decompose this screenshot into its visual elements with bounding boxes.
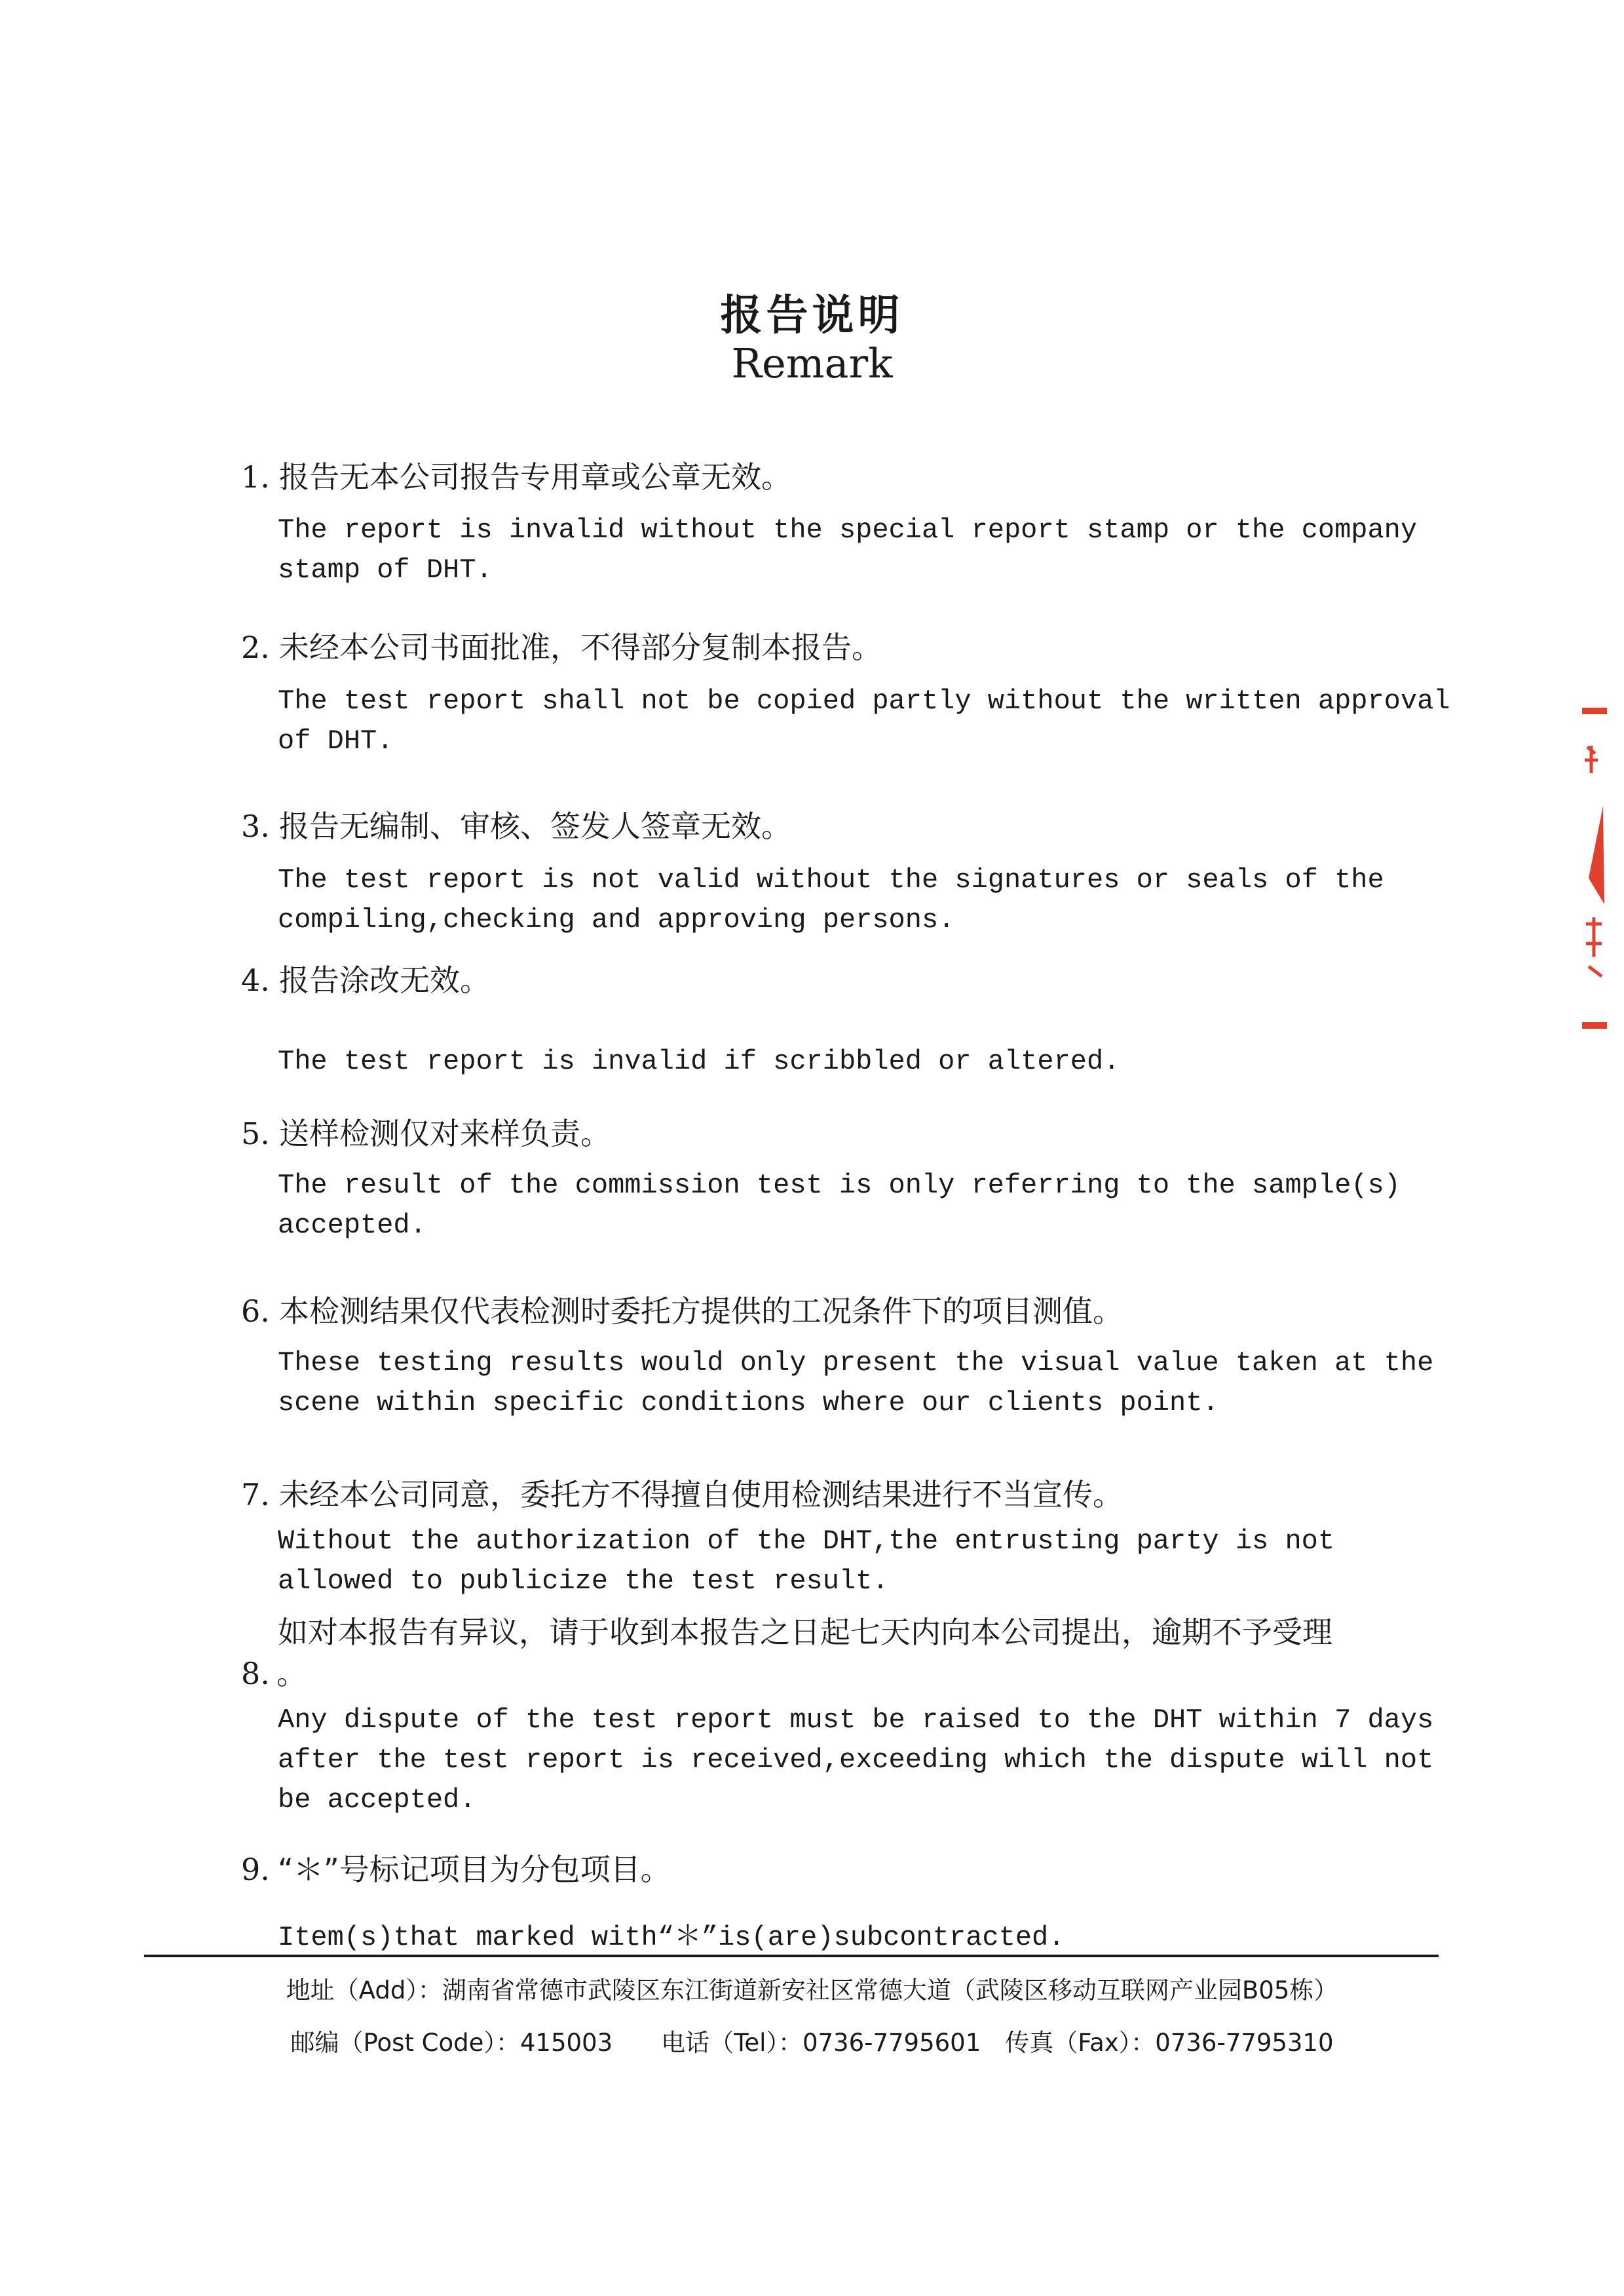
footer-contact: 邮编（Post Code）：415003 电话（Tel）：0736-7795601 传真（Fax）：0736-7795310 [290,2029,1334,2057]
item-7-cn: 未经本公司同意，委托方不得擅自使用检测结果进行不当宣传。 [279,1477,1123,1512]
item-3-en-line-2: compiling,checking and approving persons. [278,904,955,936]
item-3-en-line-1: The test report is not valid without the signatures or seals of the [278,864,1384,896]
item-2-en-line-2: of DHT. [278,725,394,757]
item-5-en-line-2: accepted. [278,1210,426,1241]
item-5-en-line-1: The result of the commission test is only referring to the sample(s) [278,1170,1401,1201]
item-2-en-line-1: The test report shall not be copied partly without the written approval [278,685,1450,717]
footer-divider [144,1955,1439,1957]
item-2-cn: 未经本公司书面批准，不得部分复制本报告。 [279,630,882,665]
item-8-en-line-1: Any dispute of the test report must be raised to the DHT within 7 days [278,1704,1434,1736]
item-8-cn: 如对本报告有异议，请于收到本报告之日起七天内向本公司提出，逾期不予受理 [278,1615,1332,1650]
item-9-number: 9. [241,1852,270,1887]
page-title-en: Remark [731,339,893,387]
item-8-cn-continuation: 。 [276,1656,307,1691]
item-1-en-line-2: stamp of DHT. [278,554,493,586]
item-4-cn: 报告涂改无效。 [279,963,490,998]
item-6-en-line-2: scene within specific conditions where our clients point. [278,1387,1219,1419]
item-8-number: 8. [241,1656,270,1691]
item-9-en-line-1: Item(s)that marked with“＊”is(are)subcontracted. [278,1922,1065,1953]
item-8-en-line-3: be accepted. [278,1784,476,1816]
item-1-number: 1. [241,459,270,495]
item-6-number: 6. [241,1293,270,1329]
item-4-number: 4. [241,963,270,998]
item-4-en-line-1: The test report is invalid if scribbled or altered. [278,1046,1120,1077]
item-3-cn: 报告无编制、审核、签发人签章无效。 [279,809,791,844]
item-2-number: 2. [241,630,270,665]
item-7-en-line-1: Without the authorization of the DHT,the entrusting party is not [278,1525,1335,1557]
page-title-cn: 报告说明 [720,292,904,340]
item-6-en-line-1: These testing results would only present the visual value taken at the [278,1347,1434,1379]
footer-address: 地址（Add）：湖南省常德市武陵区东江街道新安社区常德大道（武陵区移动互联网产业园B05栋） [286,1976,1338,2004]
item-5-number: 5. [241,1116,270,1151]
item-9-cn: “＊”号标记项目为分包项目。 [278,1852,671,1887]
item-1-cn: 报告无本公司报告专用章或公章无效。 [279,459,791,495]
item-8-en-line-2: after the test report is received,exceeding which the dispute will not [278,1744,1434,1776]
item-7-number: 7. [241,1477,270,1512]
item-6-cn: 本检测结果仅代表检测时委托方提供的工况条件下的项目测值。 [279,1293,1123,1329]
item-7-en-line-2: allowed to publicize the test result. [278,1565,889,1597]
item-3-number: 3. [241,809,270,844]
partial-seal-stamp [1576,708,1607,1029]
item-5-cn: 送样检测仅对来样负责。 [279,1116,611,1151]
item-1-en-line-1: The report is invalid without the special report stamp or the company [278,514,1418,546]
